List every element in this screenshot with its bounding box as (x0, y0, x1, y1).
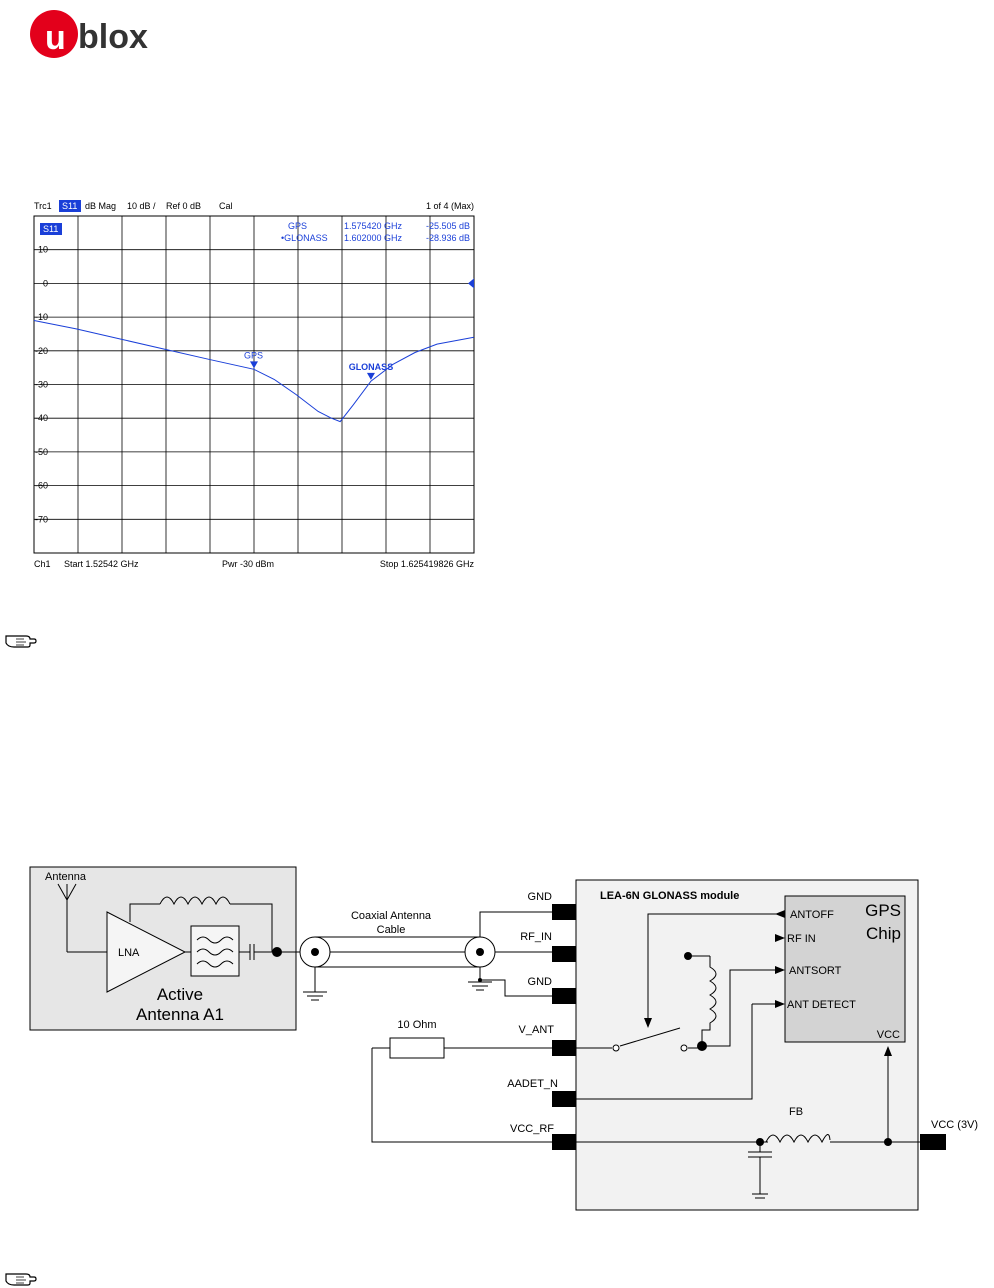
cal-label: Cal (219, 201, 233, 211)
pin-gnd-1: GND (527, 891, 552, 903)
10-ohm-resistor (390, 1038, 444, 1058)
y-tick-label: -10 (34, 312, 48, 323)
marker-glonass-value: -28.936 dB (425, 233, 470, 243)
marker-gps-value: -25.505 dB (425, 221, 470, 231)
module-title: LEA-6N GLONASS module (600, 890, 740, 902)
pin-v-ant: V_ANT (518, 1024, 554, 1036)
logo-u: u (45, 19, 66, 57)
start-label: Start 1.52542 GHz (64, 559, 139, 569)
active-antenna-schematic (0, 860, 994, 1220)
cable-label-2: Cable (376, 924, 406, 936)
y-tick-label: -60 (34, 480, 48, 491)
channel-label: Ch1 (34, 559, 51, 569)
marker-label-glonass: GLONASS (348, 361, 394, 372)
antenna-label: Antenna (45, 871, 86, 883)
trace-label: Trc1 (34, 201, 52, 211)
resistor-label: 10 Ohm (397, 1019, 437, 1031)
cable-label-1: Coaxial Antenna (350, 910, 432, 922)
y-tick-label: -40 (34, 413, 48, 424)
logo-wordmark: blox (78, 18, 148, 56)
chip-pin-ant-detect: ANT DETECT (787, 999, 856, 1011)
active-antenna-title-2: Antenna A1 (136, 1005, 224, 1024)
y-tick-label: 10 (37, 244, 48, 255)
pointing-hand-icon (4, 628, 38, 650)
chip-pin-antoff: ANTOFF (790, 909, 834, 921)
y-tick-label: -50 (34, 446, 48, 457)
param-label: S11 (62, 201, 78, 211)
s11-return-loss-plot (26, 192, 496, 577)
y-tick-label: 0 (42, 278, 48, 289)
ref-label: Ref 0 dB (166, 201, 202, 211)
pin-rf-in: RF_IN (520, 931, 552, 943)
marker-gps-freq: 1.575420 GHz (344, 221, 403, 231)
marker-glonass-name: •GLONASS (281, 233, 328, 243)
marker-gps-name: GPS (288, 221, 308, 231)
ublox-logo (28, 6, 188, 62)
chip-title-2: Chip (866, 924, 901, 943)
chip-pin-antsort: ANTSORT (789, 965, 842, 977)
y-tick-label: -30 (34, 379, 48, 390)
stop-label: Stop 1.625419826 GHz (379, 559, 474, 569)
y-tick-label: -70 (34, 514, 48, 525)
marker-label-gps: GPS (244, 350, 264, 361)
format-label: dB Mag (85, 201, 117, 211)
pointing-hand-icon (4, 1266, 38, 1288)
chip-pin-rf-in: RF IN (787, 933, 816, 945)
y-tick-label: -20 (34, 345, 48, 356)
fb-label: FB (788, 1106, 804, 1118)
vcc-label: VCC (3V) (931, 1119, 979, 1131)
pin-aadet-n: AADET_N (507, 1078, 558, 1090)
power-label: Pwr -30 dBm (222, 559, 275, 569)
active-antenna-title-1: Active (156, 985, 204, 1004)
page-label: 1 of 4 (Max) (425, 201, 474, 211)
trace-badge-label: S11 (43, 224, 59, 234)
pin-gnd-2: GND (527, 976, 552, 988)
marker-glonass-freq: 1.602000 GHz (344, 233, 403, 243)
chip-title-1: GPS (865, 901, 901, 920)
chip-pin-vcc: VCC (876, 1029, 900, 1041)
scale-label: 10 dB / (127, 201, 156, 211)
pin-vcc-rf: VCC_RF (509, 1123, 554, 1135)
ground-symbol (303, 967, 327, 1000)
lna-label: LNA (118, 947, 140, 959)
